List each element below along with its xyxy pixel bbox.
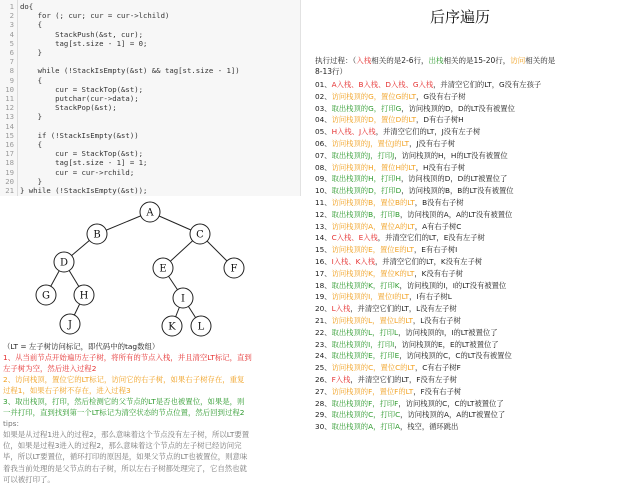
code-line-number: 8 <box>9 66 14 76</box>
step-row <box>315 210 512 220</box>
step-row <box>315 257 482 267</box>
step-text: ，I有右子树L <box>409 292 452 302</box>
step-text: 取出栈顶的D，打印D <box>331 186 402 196</box>
code-line-number: 20 <box>5 176 14 186</box>
step-row <box>315 269 463 279</box>
step-number: 18、 <box>315 280 332 290</box>
code-line: cur = cur->rchild; <box>20 167 135 177</box>
process-3-line-b: 一并打印，直到找到第一个LT标记为清空状态的节点位置，然后回到过程2 <box>3 408 245 418</box>
step-number: 03、 <box>315 103 332 113</box>
step-text: ，访问栈顶的E，E的LT被置位了 <box>394 339 499 349</box>
step-text: ，访问栈顶的I，I的LT被置位了 <box>398 327 498 337</box>
process-label: 执行过程：（ <box>315 56 357 65</box>
tree-node-label: E <box>159 263 167 275</box>
code-line: putchar(cur->data); <box>20 94 139 103</box>
visit-legend-desc: 相关的是 <box>525 56 556 65</box>
code-line: cur = StackTop(&st); <box>20 149 144 159</box>
process-header <box>315 55 615 78</box>
code-line: } <box>20 48 42 57</box>
step-text: ，并清空它们的LT，L没有左子树 <box>350 304 457 314</box>
step-row <box>315 174 507 184</box>
step-row <box>315 233 485 243</box>
step-text: ，L没有右子树 <box>412 316 461 325</box>
step-number: 05、 <box>315 127 332 137</box>
code-line-number: 2 <box>9 11 14 21</box>
code-line: { <box>20 75 42 85</box>
code-line-number: 16 <box>5 140 14 149</box>
process-1-line-a: 1、从当前节点开始遍历左子树，将所有的节点入栈，并且清空LT标记，直到 <box>3 353 252 363</box>
step-text: I入栈、K入栈 <box>331 257 376 266</box>
process-2-line-a: 2、访问栈顶，置位它的LT标记，访问它的右子树，如果右子树存在，重复 <box>3 375 245 385</box>
step-number: 10、 <box>315 186 332 196</box>
step-text: 访问栈顶的G，置位G的LT <box>331 91 417 101</box>
code-line: do{ <box>20 2 34 11</box>
step-row <box>315 139 455 149</box>
step-text: 取出栈顶的K，打印K <box>331 280 400 290</box>
code-line-number: 15 <box>5 130 14 140</box>
step-text: ，C有右子树F <box>414 363 461 373</box>
code-line: cur = StackTop(&st); <box>20 84 144 94</box>
step-number: 01、 <box>315 80 332 89</box>
step-text: F入栈 <box>331 375 351 384</box>
code-line-number: 21 <box>5 186 14 195</box>
tree-node-label: B <box>93 229 101 241</box>
step-number: 25、 <box>315 363 332 373</box>
step-row <box>315 351 512 361</box>
step-text: 取出栈顶的G，打印G <box>331 103 402 113</box>
step-row <box>315 198 464 208</box>
step-row <box>315 186 514 196</box>
code-line-number: 18 <box>5 158 14 168</box>
tree-node-label: G <box>42 290 50 302</box>
step-number: 24、 <box>315 351 332 361</box>
tree-node-label: H <box>79 290 89 302</box>
step-number: 02、 <box>315 91 332 101</box>
step-text: 访问栈顶的C，置位C的LT <box>331 363 415 373</box>
step-text: 访问栈顶的A，置位A的LT <box>331 221 415 231</box>
step-row <box>315 281 506 291</box>
step-number: 21、 <box>315 316 332 325</box>
step-number: 08、 <box>315 162 332 172</box>
code-line-number: 6 <box>9 48 14 57</box>
tree-node-label: A <box>146 207 154 219</box>
binary-tree-diagram <box>0 200 310 338</box>
step-text: 访问栈顶的J，置位J的LT <box>331 139 410 148</box>
code-line-number: 14 <box>5 121 14 131</box>
step-text: ，访问栈顶的H，H的LT没有被置位 <box>394 150 508 160</box>
step-text: ，栈空，循环跳出 <box>399 422 459 432</box>
tree-node-label: I <box>181 293 185 305</box>
step-text: ，并清空它们的LT，G没有左孩子 <box>433 80 542 89</box>
process-3-line-a: 3、取出栈顶，打印，然后检测它的父节点的LT是否也被置位，如果是，则 <box>3 397 245 407</box>
lt-note: （LT = 左子树访问标记，即代码中的tag数组） <box>3 342 160 351</box>
code-line-number: 9 <box>9 75 14 85</box>
code-line-number: 13 <box>5 112 14 122</box>
step-text: H入栈、J入栈 <box>331 127 376 137</box>
step-text: 取出栈顶的A，打印A <box>331 422 400 432</box>
step-row <box>315 245 457 255</box>
step-row <box>315 151 508 161</box>
step-text: ，访问栈顶的D，D的LT被置位了 <box>400 174 508 184</box>
step-text: 访问栈顶的B，置位B的LT <box>331 198 415 207</box>
step-row <box>315 92 466 102</box>
tips-line-2: 位，如果是过程3进入的过程2，那么意味着这个节点的左子树已经访问完 <box>3 441 242 451</box>
code-line: } <box>20 176 42 186</box>
step-number: 22、 <box>315 327 332 337</box>
step-text: L入栈 <box>331 304 351 314</box>
code-line: while (!StackIsEmpty(&st) && tag[st.size - 1]) <box>20 66 240 76</box>
step-text: ，访问栈顶的A，A的LT没有被置位 <box>399 209 513 219</box>
step-text: ，K没有右子树 <box>414 268 463 278</box>
pop-legend: 出栈 <box>428 56 444 65</box>
step-text: ，访问栈顶的B，B的LT没有被置位 <box>401 186 514 196</box>
step-text: 访问栈顶的E，置位E的LT <box>331 245 415 255</box>
step-text: 取出栈顶的F，打印F <box>331 398 399 408</box>
step-row <box>315 422 458 432</box>
process-header-line-2: 8-13行） <box>315 67 348 77</box>
code-line: { <box>20 140 42 149</box>
step-text: ，G没有右子树 <box>416 91 466 101</box>
step-text: 访问栈顶的F，置位F的LT <box>331 386 414 396</box>
step-text: ，H没有右子树 <box>415 162 466 172</box>
step-number: 06、 <box>315 139 332 148</box>
step-number: 11、 <box>315 198 332 207</box>
step-row <box>315 375 457 385</box>
process-1-line-b: 左子树为空，然后进入过程2 <box>3 364 97 374</box>
step-row <box>315 363 461 373</box>
step-number: 17、 <box>315 268 332 278</box>
step-row <box>315 222 461 232</box>
pop-legend-desc: 相关的是15-20行， <box>443 56 511 65</box>
step-number: 04、 <box>315 115 332 125</box>
code-line: { <box>20 20 42 30</box>
step-row <box>315 387 461 397</box>
step-number: 23、 <box>315 339 332 349</box>
code-line-number: 19 <box>5 167 14 177</box>
code-line-number: 17 <box>5 149 14 159</box>
step-row <box>315 328 498 338</box>
push-legend-desc: 相关的是2-6行， <box>371 56 429 65</box>
step-text: A入栈、B入栈、D入栈、G入栈 <box>331 80 434 89</box>
page-title: 后序遍历 <box>430 8 491 26</box>
step-text: 取出栈顶的L，打印L <box>331 327 399 337</box>
step-text: ，访问栈顶的C，C的LT没有被置位 <box>399 351 512 361</box>
step-text: ，B没有右子树 <box>414 198 464 207</box>
step-number: 29、 <box>315 410 332 420</box>
tips-label: tips: <box>3 419 19 429</box>
step-text: ，D有右子树H <box>416 115 464 125</box>
code-line: for (; cur; cur = cur->lchild) <box>20 11 170 21</box>
step-number: 30、 <box>315 422 332 432</box>
step-text: 访问栈顶的K，置位K的LT <box>331 268 415 278</box>
step-text: 访问栈顶的L，置位L的LT <box>331 316 413 325</box>
step-text: ，F没有右子树 <box>413 386 462 396</box>
code-line: } while (!StackIsEmpty(&st)); <box>20 186 148 195</box>
tree-node-label: L <box>197 321 205 333</box>
step-row <box>315 304 457 314</box>
step-text: 访问栈顶的D，置位D的LT <box>331 115 417 125</box>
code-gutter <box>17 0 18 196</box>
step-text: 取出栈顶的B，打印B <box>331 209 400 219</box>
tips-line-4: 着我当前处理的是父节点的右子树，所以左右子树都处理完了，它自然也就 <box>3 463 247 473</box>
step-row <box>315 104 515 114</box>
code-line-number: 7 <box>9 57 14 67</box>
step-row <box>315 399 504 409</box>
step-number: 20、 <box>315 304 332 314</box>
step-text: C入栈、E入栈 <box>331 233 378 243</box>
step-number: 27、 <box>315 386 332 396</box>
step-text: ，并清空它们的LT，K没有左子树 <box>375 257 483 266</box>
code-line-number: 3 <box>9 20 14 30</box>
step-row <box>315 80 541 90</box>
step-number: 15、 <box>315 245 332 255</box>
code-line: tag[st.size - 1] = 1; <box>20 158 148 168</box>
step-number: 19、 <box>315 292 332 302</box>
tips-line-3: 毕，所以LT要置位，循环打印的原因是，如果父节点的LT也被置位，则意味 <box>3 452 248 462</box>
tree-node-label: D <box>59 257 69 269</box>
step-text: 访问栈顶的H，置位H的LT <box>331 162 416 172</box>
step-row <box>315 163 465 173</box>
tree-node-label: C <box>196 229 204 241</box>
step-text: ，访问栈顶的C，C的LT被置位了 <box>398 398 504 408</box>
step-text: ，访问栈顶的A，A的LT被置位了 <box>400 410 506 420</box>
step-row <box>315 127 480 137</box>
visit-legend: 访问 <box>510 56 526 65</box>
code-line: tag[st.size - 1] = 0; <box>20 38 148 48</box>
step-text: 取出栈顶的I，打印I <box>331 339 395 349</box>
step-number: 13、 <box>315 221 332 231</box>
code-line: } <box>20 112 42 122</box>
step-text: 取出栈顶的E，打印E <box>331 351 400 361</box>
code-panel <box>0 0 301 196</box>
step-row <box>315 410 505 420</box>
step-row <box>315 115 464 125</box>
step-text: ，并清空它们的LT，F没有左子树 <box>350 375 457 384</box>
code-line-number: 4 <box>9 29 14 39</box>
tips-line-5: 可以被打印了。 <box>3 474 55 484</box>
step-number: 28、 <box>315 398 332 408</box>
code-line: StackPop(&st); <box>20 103 117 113</box>
code-line-number: 12 <box>5 103 14 113</box>
code-line-number: 11 <box>5 94 14 103</box>
code-line-number: 1 <box>9 2 14 11</box>
step-row <box>315 316 461 326</box>
step-text: 取出栈顶的J，打印J <box>331 150 395 160</box>
notes-section <box>3 341 308 485</box>
step-text: 取出栈顶的H，打印H <box>331 174 401 184</box>
tips-line-1: 如果是从过程1进入的过程2，那么意味着这个节点没有左子树，所以LT要置 <box>3 430 250 440</box>
tree-node-label: K <box>168 321 176 333</box>
step-text: ，访问栈顶的D，D的LT没有被置位 <box>401 103 515 113</box>
code-line: StackPush(&st, cur); <box>20 29 144 39</box>
step-number: 14、 <box>315 233 332 243</box>
step-text: ，J没有右子树 <box>409 139 456 148</box>
step-text: ，E有右子树I <box>414 245 458 255</box>
process-2-line-b: 过程1，如果右子树不存在，进入过程3 <box>3 386 131 396</box>
code-line-number: 10 <box>5 84 14 94</box>
step-text: ，并清空它们的LT，E没有左子树 <box>377 233 485 243</box>
step-number: 09、 <box>315 174 332 184</box>
step-text: 取出栈顶的C，打印C <box>331 410 401 420</box>
tree-node-label: F <box>230 263 238 275</box>
step-text: 访问栈顶的I，置位I的LT <box>331 292 410 302</box>
tree-node-label: J <box>67 319 73 331</box>
step-number: 16、 <box>315 257 332 266</box>
code-line-number: 5 <box>9 38 14 48</box>
code-line: if (!StackIsEmpty(&st)) <box>20 130 139 140</box>
step-text: ，A有右子树C <box>414 221 462 231</box>
step-row <box>315 292 452 302</box>
push-legend: 入栈 <box>356 56 372 65</box>
step-number: 12、 <box>315 209 332 219</box>
step-text: ，并清空它们的LT，J没有左子树 <box>375 127 481 137</box>
step-row <box>315 340 499 350</box>
step-number: 07、 <box>315 150 332 160</box>
step-number: 26、 <box>315 375 332 384</box>
step-text: ，访问栈顶的I，I的LT没有被置位 <box>399 280 507 290</box>
